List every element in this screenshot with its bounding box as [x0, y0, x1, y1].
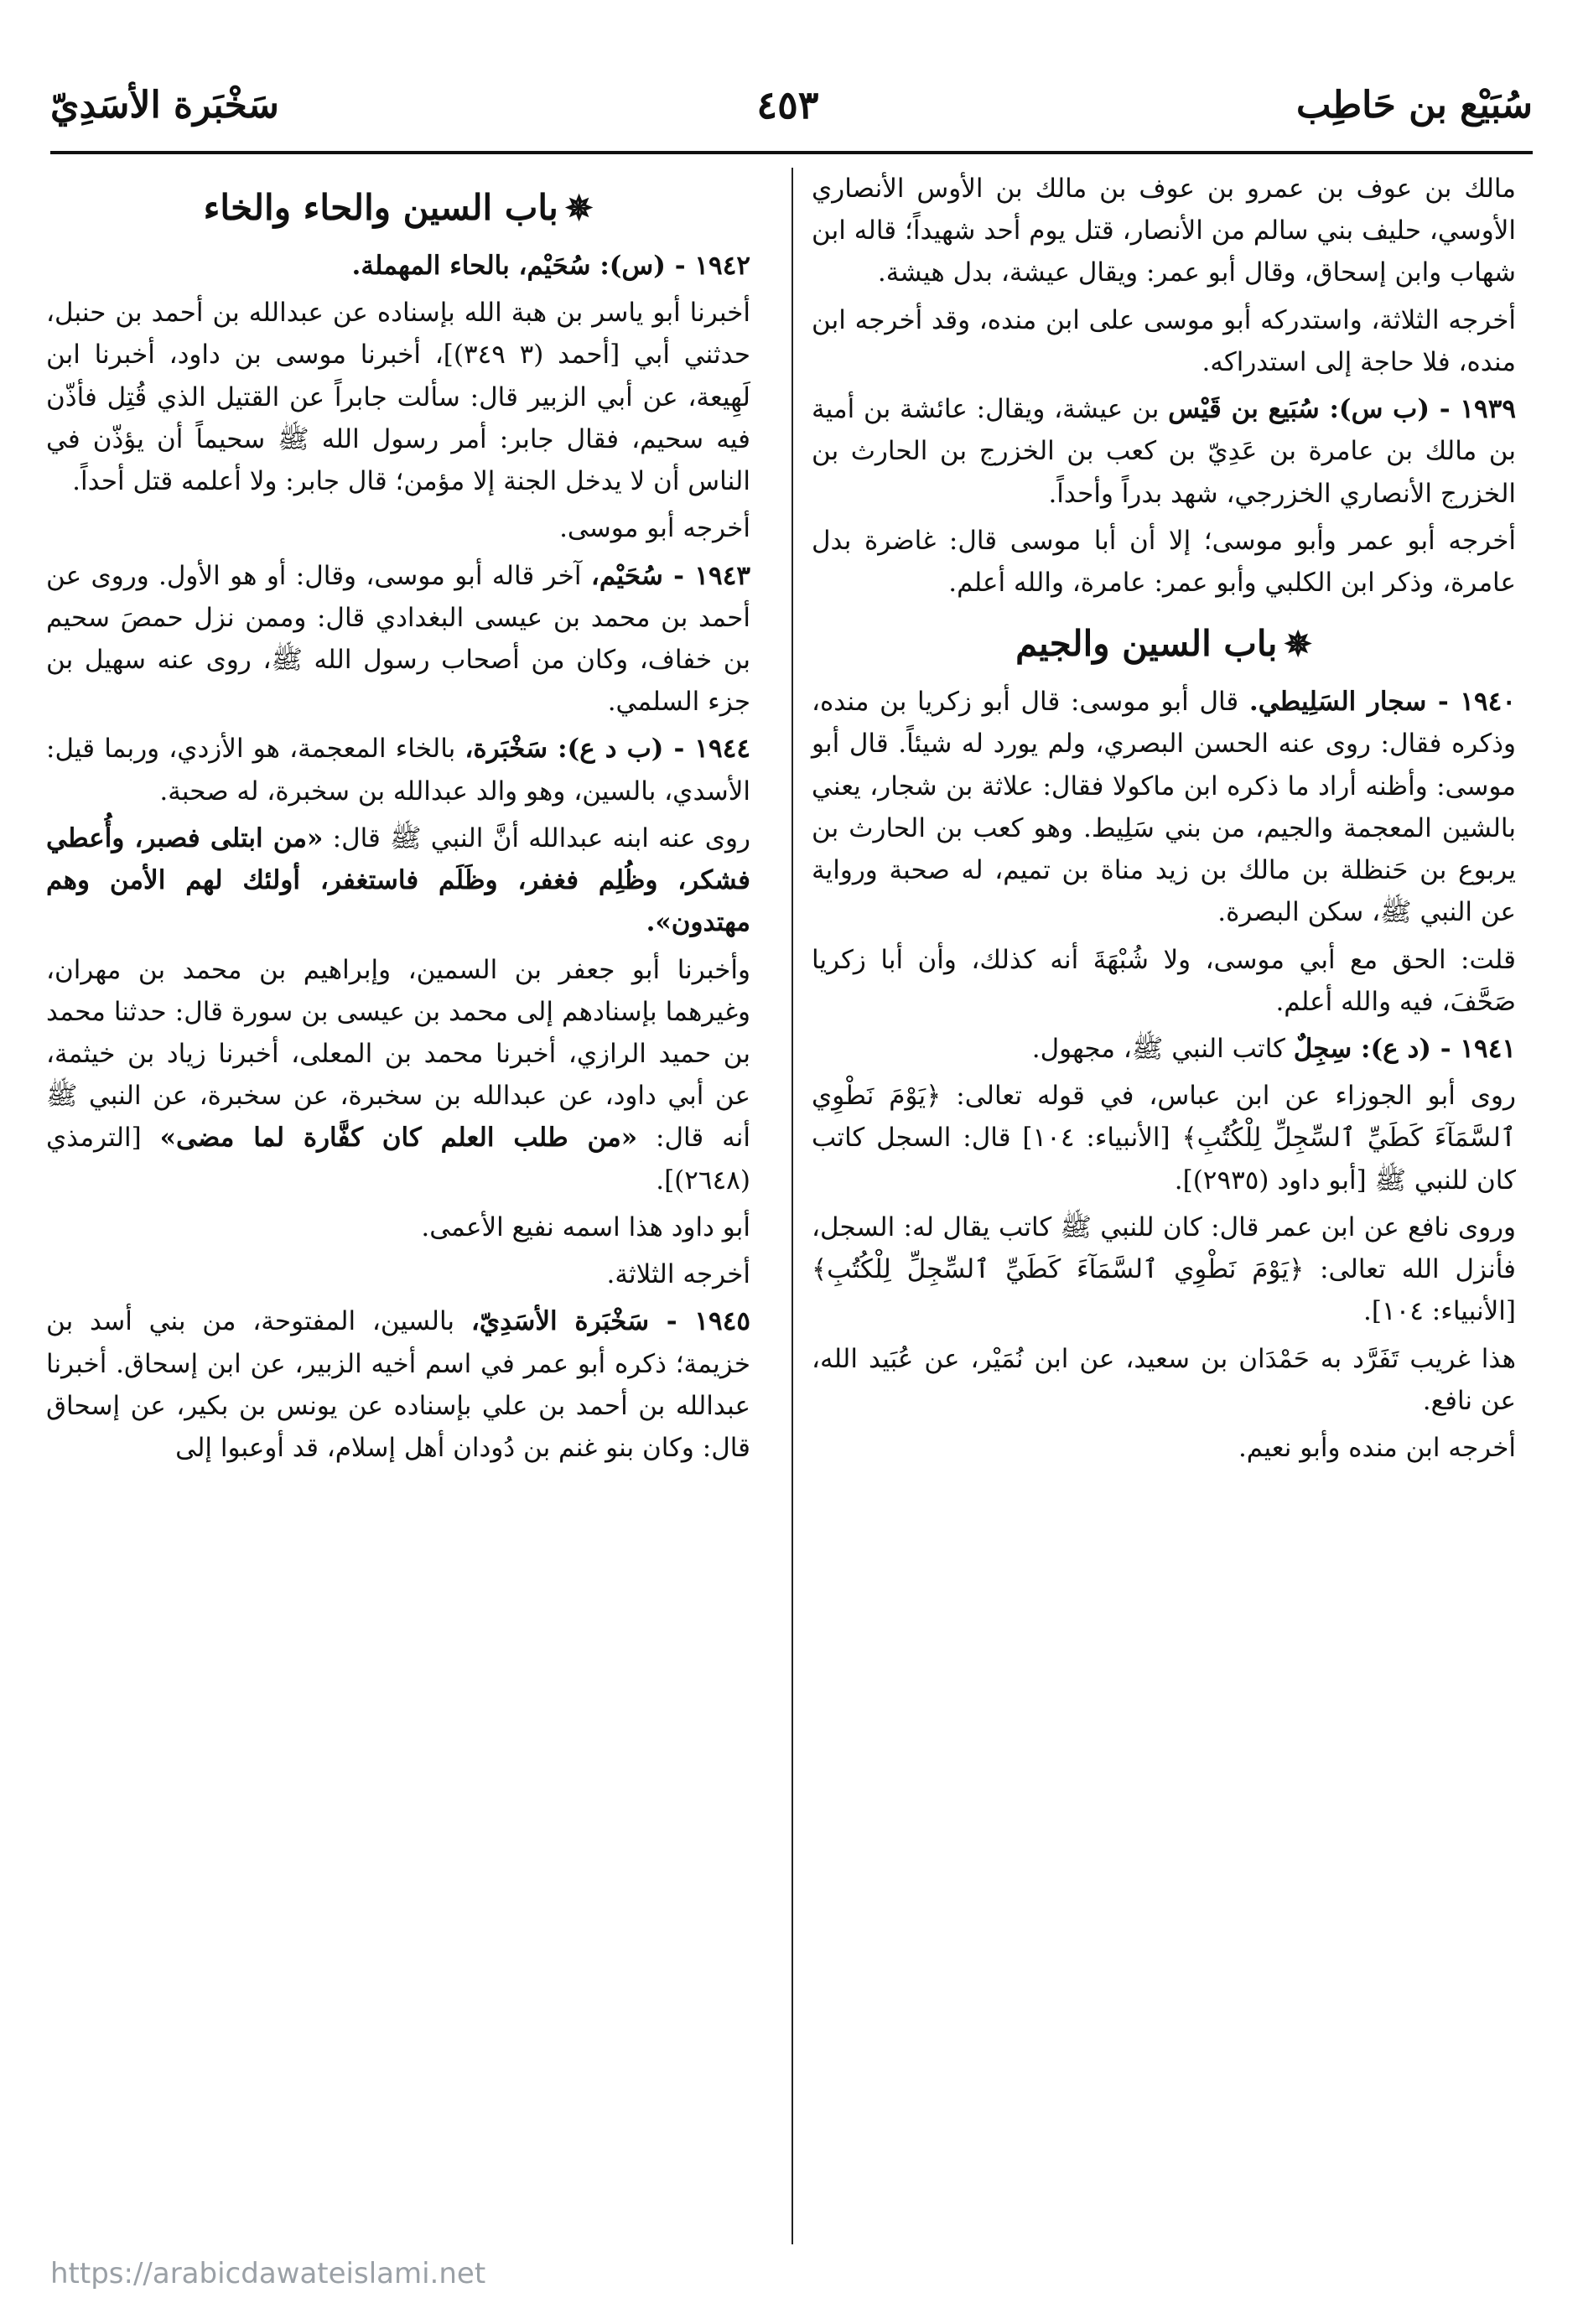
entry-1939: [812, 388, 1516, 515]
entry-body: كاتب النبي ﷺ، مجهول.: [1031, 1033, 1285, 1064]
page-header: [50, 71, 1533, 138]
paragraph: أخرجه أبو موسى.: [559, 513, 750, 544]
header-rule: [50, 151, 1533, 154]
entry-heading: ١٩٤٢ - (س): سُحَيْم، بالحاء المهملة.: [351, 251, 750, 282]
entry-heading: ١٩٤٣ - سُحَيْم،: [590, 560, 750, 591]
page-number: ٤٥٣: [756, 82, 819, 127]
hadith-text: «من ابتلى فصبر، وأُعطي فشكر، وظُلِم فغفر، وظَلَم فاستغفر، أولئك لهم الأمن وهم مهتدون».: [46, 822, 750, 938]
right-column: [812, 168, 1516, 1474]
header-running-title-right: سُبَيْع بن حَاطِب: [1295, 83, 1533, 127]
section-heading-text: باب السين والجيم: [1015, 623, 1278, 665]
paragraph: [46, 817, 750, 944]
paragraph: وروى نافع عن ابن عمر قال: كان للنبي ﷺ كاتب يقال له: السجل، فأنزل الله تعالى: ﴿يَوْمَ نَطْوِي ٱلسَّمَآءَ كَطَيِّ ٱلسِّجِلِّ لِلْكُتُبِ﴾ [الأنبياء: ١٠٤].: [812, 1211, 1516, 1327]
column-divider: [792, 168, 793, 2244]
paragraph: قلت: الحق مع أبي موسى، ولا شُبْهَةَ أنه كذلك، وأن أبا زكريا صَحَّفَ، فيه والله أعلم.: [812, 944, 1516, 1017]
entry-heading: ١٩٣٩ - (ب س): سُبَيع بن قَيْس: [1168, 394, 1516, 425]
entry-body: آخر قاله أبو موسى، وقال: أو هو الأول. وروى عن أحمد بن محمد بن عيسى البغدادي قال: وممن نزل حمصَ سحيم بن خفاف، وكان من أصحاب رسول الله ﷺ، روى عنه سهيل بن جزء السلمي.: [46, 560, 750, 718]
paragraph: أخرجه ابن منده وأبو نعيم.: [1238, 1432, 1516, 1463]
entry-body: بالسين، المفتوحة، من بني أسد بن خزيمة؛ ذكره أبو عمر في اسم أخيه الزبير، عن ابن إسحاق. أخبرنا عبدالله بن أحمد بن علي بإسناده عن يونس بن بكير، عن إسحاق قال: وكان بنو غنم بن دُودان أهل إسلام، قد أوعبوا إلى: [46, 1306, 750, 1463]
text: وأخبرنا أبو جعفر بن السمين، وإبراهيم بن محمد بن مهران، وغيرهما بإسنادهم إلى محمد بن عيسى بن سورة قال: حدثنا محمد بن حميد الرازي، أخبرنا محمد بن المعلى، أخبرنا زياد بن خيثمة، عن أبي داود، عن عبدالله بن سخبرة، عن سخبرة، عن النبي ﷺ أنه قال:: [46, 954, 751, 1154]
paragraph: مالك بن عوف بن عمرو بن عوف بن مالك بن الأوس الأنصاري الأوسي، حليف بني سالم من الأنصار، قتل يوم أحد شهيداً؛ قاله ابن شهاب وابن إسحاق، وقال أبو عمر: ويقال عيشة، بدل هيشة.: [812, 174, 1516, 288]
entry-heading: ١٩٤٤ - (ب د ع): سَخْبَرة،: [465, 734, 750, 765]
text: روى عنه ابنه عبدالله أنَّ النبي ﷺ قال:: [332, 822, 750, 853]
header-running-title-left: سَخْبَرة الأسَدِيّ: [50, 83, 279, 127]
paragraph: روى أبو الجوزاء عن ابن عباس، في قوله تعالى: ﴿يَوْمَ نَطْوِي ٱلسَّمَآءَ كَطَيِّ ٱلسِّجِلِّ لِلْكُتُبِ﴾ [الأنبياء: ١٠٤] قال: السجل كاتب كان للنبي ﷺ [أبو داود (٢٩٣٥)].: [812, 1081, 1516, 1196]
entry-body: أخبرنا أبو ياسر بن هبة الله بإسناده عن عبدالله بن أحمد بن حنبل، حدثني أبي [أحمد (٣ ٣٤٩)]، أخبرنا موسى بن داود، أخبرنا ابن لَهِيعة، عن أبي الزبير قال: سألت جابراً عن القتيل الذي قُتِل فأذّن فيه سحيم، فقال جابر: أمر رسول الله ﷺ سحيماً أن يؤذّن في الناس أن لا يدخل الجنة إلا مؤمن؛ قال جابر: ولا أعلمه قتل أحداً.: [46, 298, 751, 497]
entry-1942: [46, 245, 750, 287]
entry-1944: [46, 728, 750, 812]
entry-1941: [812, 1028, 1516, 1070]
entry-1943: [46, 555, 750, 724]
section-heading: [812, 615, 1516, 672]
paragraph: أبو داود هذا اسمه نفيع الأعمى.: [421, 1211, 750, 1242]
watermark-url: https://arabicdawateislami.net: [50, 2257, 486, 2290]
entry-body: بن عيشة، ويقال: عائشة بن أمية بن مالك بن عامرة بن عَدِيّ بن كعب بن الخزرج بن الحارث بن الخزرج الأنصاري الخزرجي، شهد بدراً وأحداً.: [812, 394, 1516, 509]
section-heading: [46, 179, 750, 236]
entry-heading: ١٩٤٠ - سجار السَلِيطي.: [1248, 687, 1516, 718]
paragraph: أخرجه الثلاثة.: [606, 1259, 750, 1290]
entry-body: قال أبو موسى: قال أبو زكريا بن منده، وذكره فقال: روى عنه الحسن البصري، ولم يورد له شيئاً. قال أبو موسى: وأظنه أراد ما ذكره ابن ماكولا فقال: علاثة بن شجار، يعني بالشين المعجمة والجيم، من بني سَلِيط. وهو كعب بن الحارث بن يربوع بن حَنظلة بن مالك بن زيد مناة بن تميم، له صحبة ورواية عن النبي ﷺ، سكن البصرة.: [812, 687, 1516, 928]
hadith-text: «من طلب العلم كان كفَّارة لما مضى»: [159, 1123, 638, 1154]
paragraph: أخرجه الثلاثة، واستدركه أبو موسى على ابن منده، وقد أخرجه ابن منده، فلا حاجة إلى استدراكه.: [812, 304, 1516, 377]
left-column: [46, 168, 750, 1474]
star-ornament-icon: ✵: [1284, 625, 1312, 665]
paragraph: هذا غريب تَفَرَّد به حَمْدَان بن سعيد، عن ابن نُمَيْر، عن عُبَيد الله، عن نافع.: [812, 1343, 1516, 1416]
entry-heading: ١٩٤١ - (د ع): سِجِلٌ: [1293, 1033, 1516, 1064]
entry-body: بالخاء المعجمة، هو الأزدي، وربما قيل: الأسدي، بالسين، وهو والد عبدالله بن سخبرة، له صحبة.: [46, 734, 750, 807]
citation: [الترمذي (٢٦٤٨)].: [46, 1123, 750, 1196]
entry-1945: [46, 1300, 750, 1469]
entry-heading: ١٩٤٥ - سَخْبَرة الأسَدِيّ،: [470, 1306, 750, 1337]
section-heading-text: باب السين والحاء والخاء: [203, 187, 558, 228]
paragraph: [46, 949, 750, 1201]
paragraph: أخرجه أبو عمر وأبو موسى؛ إلا أن أبا موسى قال: غاضرة بدل عامرة، وذكر ابن الكلبي وأبو عمر: عامرة، والله أعلم.: [812, 525, 1516, 598]
star-ornament-icon: ✵: [564, 189, 594, 228]
entry-1940: [812, 681, 1516, 933]
